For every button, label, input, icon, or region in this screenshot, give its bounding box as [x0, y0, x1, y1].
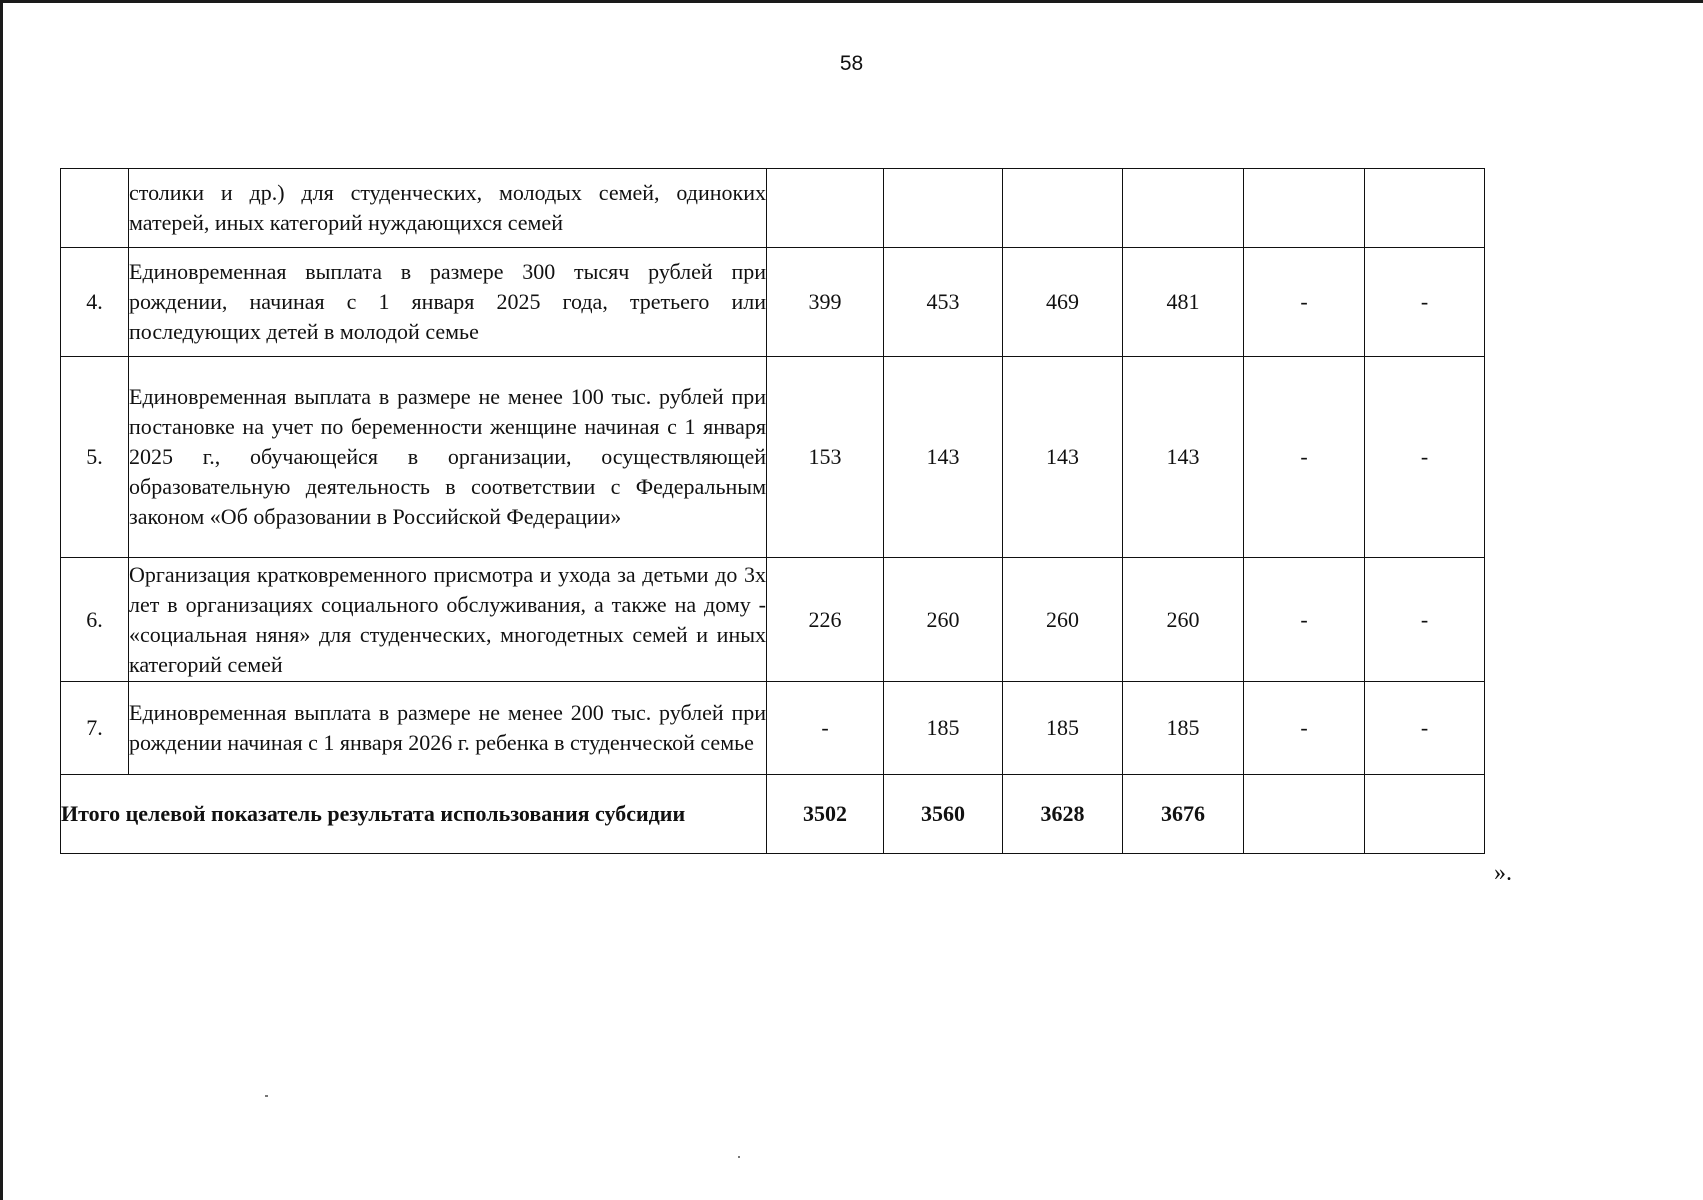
value-cell — [1244, 169, 1365, 248]
value-cell: 260 — [1003, 558, 1123, 682]
row-description: Организация кратковременного присмотра и ухода за детьми до 3х лет в организациях социального обслуживания, а также на дому - «социальная няня» для студенческих, многодетных семей и иных категорий семей — [129, 558, 767, 682]
row-number: 6. — [61, 558, 129, 682]
value-cell: 226 — [767, 558, 884, 682]
value-cell: - — [1365, 357, 1485, 558]
scan-border-top — [0, 0, 1703, 3]
row-description: Единовременная выплата в размере не менее 200 тыс. рублей при рождении начиная с 1 января 2026 г. ребенка в студенческой семье — [129, 682, 767, 775]
table-row — [61, 682, 1485, 775]
table-row — [61, 357, 1485, 558]
row-number — [61, 169, 129, 248]
total-value: 3560 — [884, 775, 1003, 854]
total-value: 3628 — [1003, 775, 1123, 854]
value-cell — [884, 169, 1003, 248]
value-cell: - — [1365, 682, 1485, 775]
value-cell — [1003, 169, 1123, 248]
total-value: 3676 — [1123, 775, 1244, 854]
value-cell: 453 — [884, 248, 1003, 357]
total-value: 3502 — [767, 775, 884, 854]
value-cell: - — [767, 682, 884, 775]
value-cell: 481 — [1123, 248, 1244, 357]
value-cell: 399 — [767, 248, 884, 357]
value-cell: 185 — [1003, 682, 1123, 775]
row-number: 5. — [61, 357, 129, 558]
value-cell: - — [1244, 248, 1365, 357]
closing-quote-mark: ». — [1494, 860, 1512, 886]
total-value — [1244, 775, 1365, 854]
scan-speck — [265, 1095, 268, 1097]
subsidy-indicators-table — [60, 168, 1485, 854]
value-cell: 185 — [884, 682, 1003, 775]
table-row — [61, 558, 1485, 682]
value-cell: 260 — [1123, 558, 1244, 682]
value-cell: 143 — [884, 357, 1003, 558]
value-cell: - — [1365, 248, 1485, 357]
value-cell: 260 — [884, 558, 1003, 682]
total-row — [61, 775, 1485, 854]
total-value — [1365, 775, 1485, 854]
row-description: столики и др.) для студенческих, молодых семей, одиноких матерей, иных категорий нуждающихся семей — [129, 169, 767, 248]
value-cell — [1365, 169, 1485, 248]
page-number: 58 — [839, 52, 864, 75]
row-number: 4. — [61, 248, 129, 357]
value-cell: - — [1244, 558, 1365, 682]
table-row — [61, 248, 1485, 357]
value-cell — [1123, 169, 1244, 248]
value-cell: 469 — [1003, 248, 1123, 357]
total-label: Итого целевой показатель результата использования субсидии — [61, 775, 767, 854]
value-cell: 143 — [1003, 357, 1123, 558]
value-cell: - — [1365, 558, 1485, 682]
scan-speck — [738, 1156, 740, 1158]
value-cell: 153 — [767, 357, 884, 558]
scan-border-left — [0, 0, 3, 1200]
row-description: Единовременная выплата в размере не менее 100 тыс. рублей при постановке на учет по беременности женщине начиная с 1 января 2025 г., обучающейся в организации, осуществляющей образовательную деятельность в соответствии с Федеральным законом «Об образовании в Российской Федерации» — [129, 357, 767, 558]
row-number: 7. — [61, 682, 129, 775]
value-cell: 143 — [1123, 357, 1244, 558]
value-cell — [767, 169, 884, 248]
row-description: Единовременная выплата в размере 300 тысяч рублей при рождении, начиная с 1 января 2025 года, третьего или последующих детей в молодой семье — [129, 248, 767, 357]
table-row — [61, 169, 1485, 248]
value-cell: - — [1244, 357, 1365, 558]
value-cell: - — [1244, 682, 1365, 775]
value-cell: 185 — [1123, 682, 1244, 775]
